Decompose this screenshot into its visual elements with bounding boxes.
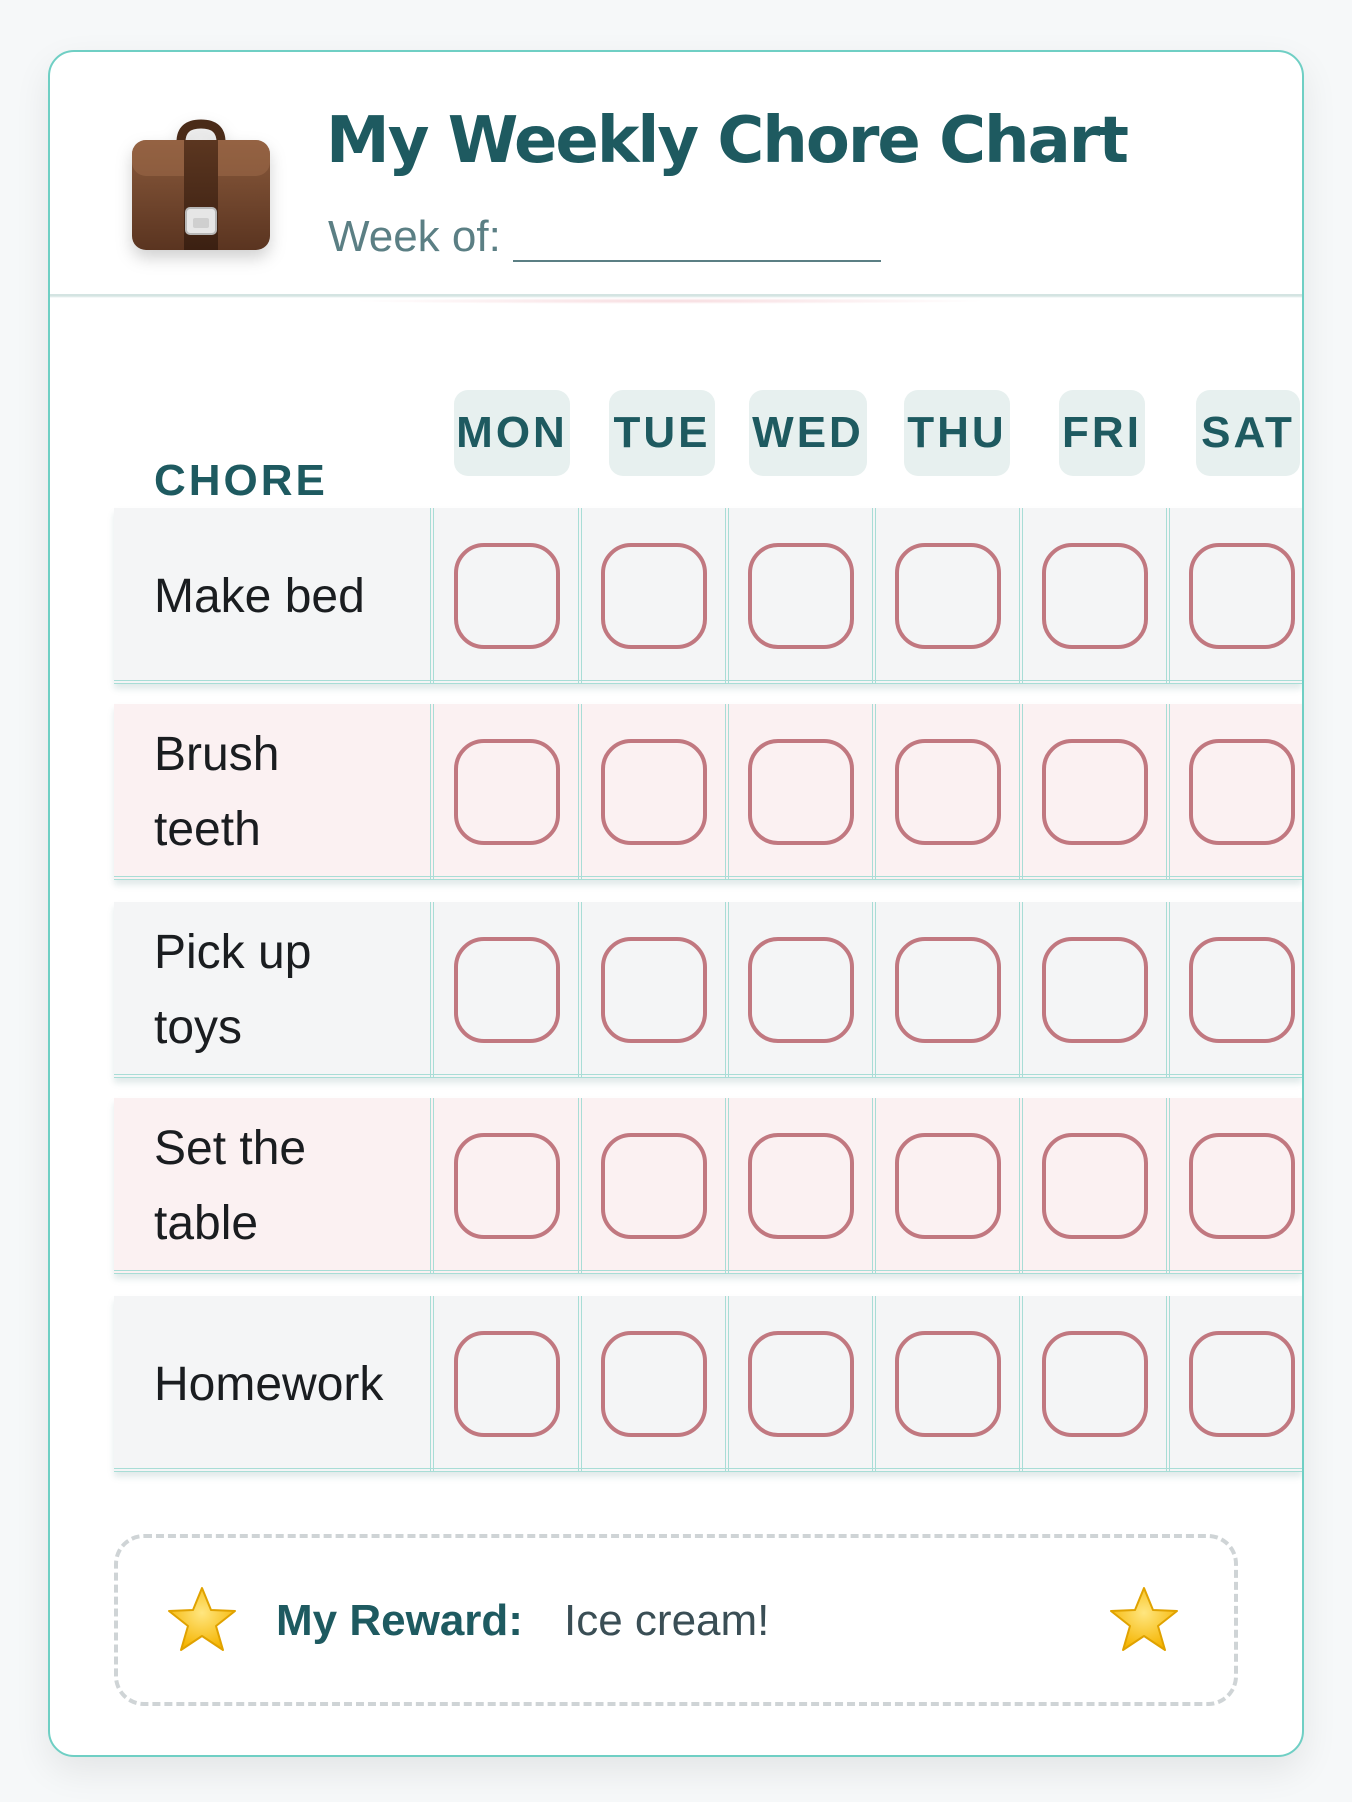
checkbox-tue[interactable] [601,1331,707,1437]
row-divider [114,1270,1302,1274]
chore-column-header: CHORE [154,456,328,505]
checkbox-mon[interactable] [454,937,560,1043]
checkbox-sat[interactable] [1189,739,1295,845]
chore-label-line: Set the [154,1122,307,1175]
cell-divider [1019,1296,1023,1472]
chore-label-line: Homework [154,1357,384,1411]
chore-row [114,902,1302,1078]
checkbox-mon[interactable] [454,1133,560,1239]
cell-divider [1019,508,1023,684]
chore-label-line: toys [154,1001,243,1054]
cell-divider [430,1296,434,1472]
checkbox-sat[interactable] [1189,937,1295,1043]
chore-row [114,1296,1302,1472]
chore-label-line: Pick up [154,926,312,979]
cell-divider [1166,508,1170,684]
briefcase-icon [126,112,276,262]
chore-row [114,1098,1302,1274]
cell-divider [1019,1098,1023,1274]
checkbox-thu[interactable] [895,1331,1001,1437]
cell-divider [578,1296,582,1472]
cell-divider [872,1296,876,1472]
chore-label [154,704,394,880]
cell-divider [1166,704,1170,880]
checkbox-wed[interactable] [748,937,854,1043]
checkbox-mon[interactable] [454,543,560,649]
reward-value[interactable]: Ice cream! [564,1596,770,1645]
cell-divider [725,902,729,1078]
row-divider [114,680,1302,684]
day-header-fri: FRI [1059,390,1145,476]
cell-divider [1166,902,1170,1078]
checkbox-tue[interactable] [601,1133,707,1239]
chore-label-line: Make bed [154,569,365,623]
cell-divider [872,704,876,880]
chore-label [154,1296,394,1472]
chore-label-line: teeth [154,803,261,856]
day-header-thu: THU [904,390,1010,476]
cell-divider [1166,1296,1170,1472]
checkbox-sat[interactable] [1189,1331,1295,1437]
cell-divider [1166,1098,1170,1274]
cell-divider [1019,902,1023,1078]
cell-divider [725,1296,729,1472]
checkbox-mon[interactable] [454,739,560,845]
reward-label: My Reward: [276,1596,523,1645]
page-title: My Weekly Chore Chart [326,104,1127,178]
checkbox-thu[interactable] [895,739,1001,845]
chore-row [114,704,1302,880]
cell-divider [430,902,434,1078]
checkbox-fri[interactable] [1042,937,1148,1043]
cell-divider [872,1098,876,1274]
row-divider [114,876,1302,880]
week-of-label: Week of: [328,212,501,261]
cell-divider [578,704,582,880]
checkbox-fri[interactable] [1042,1331,1148,1437]
checkbox-wed[interactable] [748,543,854,649]
chore-label-line: table [154,1197,259,1250]
cell-divider [578,1098,582,1274]
checkbox-sat[interactable] [1189,543,1295,649]
chore-row [114,508,1302,684]
checkbox-wed[interactable] [748,1331,854,1437]
star-icon [1108,1584,1180,1656]
chart-header [50,52,1302,294]
star-icon [166,1584,238,1656]
day-header-mon: MON [454,390,570,476]
checkbox-fri[interactable] [1042,1133,1148,1239]
day-header-wed: WED [749,390,867,476]
day-header-sat: SAT [1196,390,1300,476]
cell-divider [1019,704,1023,880]
week-of-blank-line[interactable] [513,218,881,262]
row-divider [114,1074,1302,1078]
checkbox-tue[interactable] [601,543,707,649]
checkbox-fri[interactable] [1042,739,1148,845]
cell-divider [725,704,729,880]
chore-chart-card [48,50,1304,1757]
day-header-tue: TUE [609,390,715,476]
checkbox-thu[interactable] [895,1133,1001,1239]
checkbox-wed[interactable] [748,739,854,845]
reward-box [114,1534,1238,1706]
cell-divider [430,1098,434,1274]
checkbox-tue[interactable] [601,937,707,1043]
checkbox-mon[interactable] [454,1331,560,1437]
cell-divider [578,902,582,1078]
chore-label [154,902,394,1078]
cell-divider [430,704,434,880]
checkbox-thu[interactable] [895,937,1001,1043]
checkbox-sat[interactable] [1189,1133,1295,1239]
chore-label-line: Brush [154,728,280,781]
cell-divider [578,508,582,684]
cell-divider [725,1098,729,1274]
chore-label [154,508,394,684]
week-of-field[interactable] [328,212,881,262]
chore-label [154,1098,394,1274]
row-divider [114,1468,1302,1472]
checkbox-tue[interactable] [601,739,707,845]
checkbox-fri[interactable] [1042,543,1148,649]
cell-divider [430,508,434,684]
cell-divider [725,508,729,684]
header-divider [50,294,1302,298]
cell-divider [872,508,876,684]
checkbox-thu[interactable] [895,543,1001,649]
checkbox-wed[interactable] [748,1133,854,1239]
cell-divider [872,902,876,1078]
